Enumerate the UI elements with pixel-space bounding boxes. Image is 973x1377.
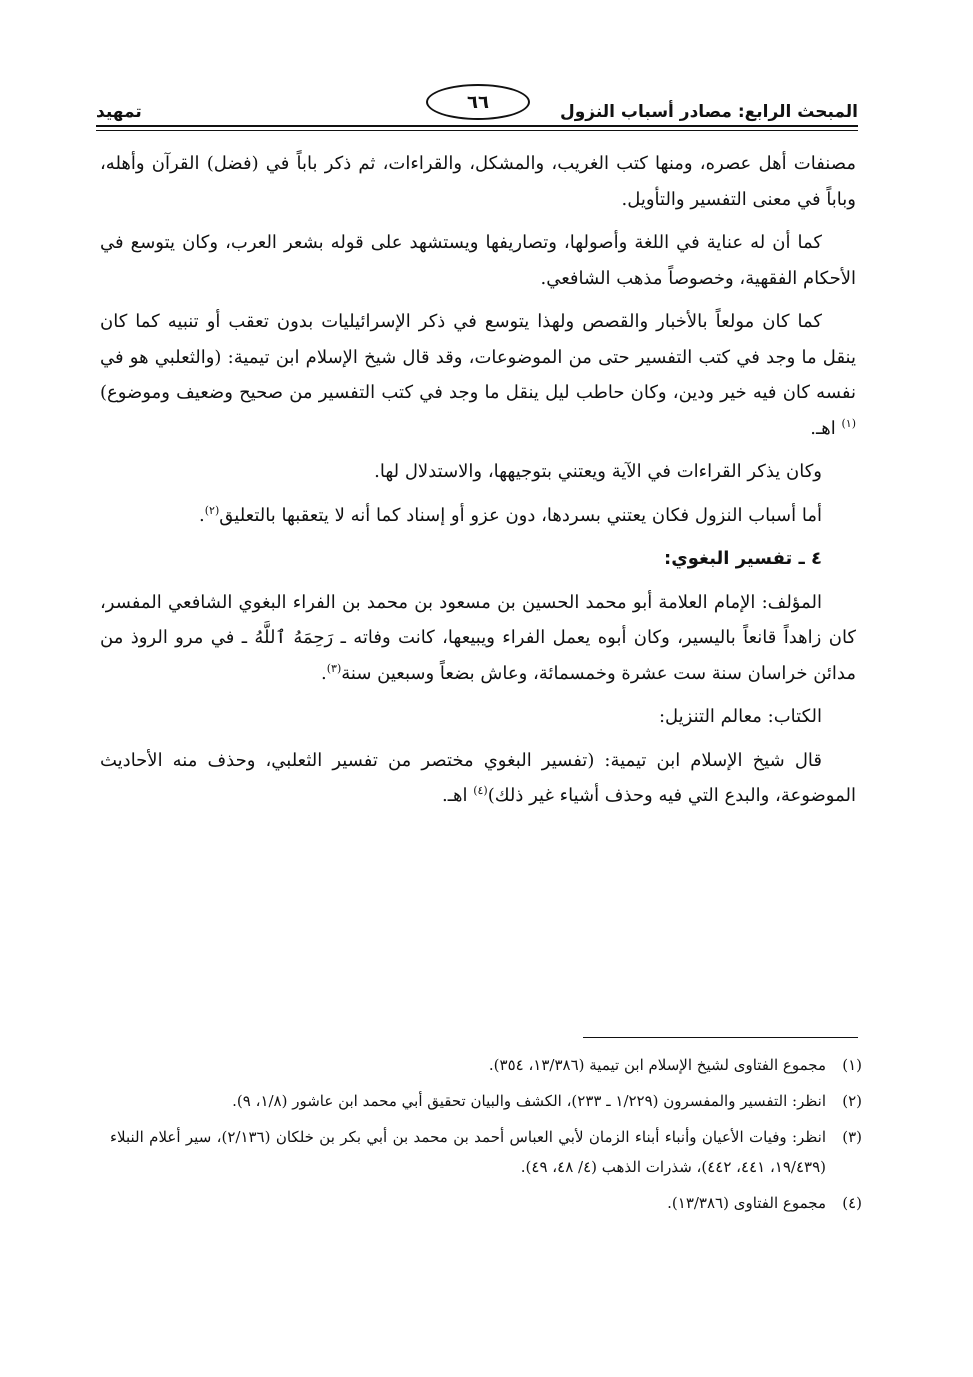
footnote-ref-4: (٤) <box>473 784 488 797</box>
paragraph-8-text: قال شيخ الإسلام ابن تيمية: (تفسير البغوي مختصر من تفسير الثعلبي، وحذف منه الأحاديث الموضوعة، والبدع التي فيه وحذف أشياء غير ذلك) <box>100 749 856 806</box>
paragraph-4: وكان يذكر القراءات في الآية ويعتني بتوجيهها، والاستدلال لها. <box>374 461 822 482</box>
header-rule-thin <box>96 130 858 131</box>
footnote-ref-2: (٢) <box>204 503 220 517</box>
paragraph-8-end: اهـ. <box>441 785 474 806</box>
footnote-number: (٤) <box>842 1194 862 1212</box>
footnote-text: مجموع الفتاوى لشيخ الإسلام ابن تيمية (١٣/٣٨٦، ٣٥٤). <box>488 1056 826 1074</box>
paragraph-1: مصنفات أهل عصره، ومنها كتب الغريب، والمشكل، والقراءات، ثم ذكر باباً في (فضل) القرآن وأهله، وباباً في معنى التفسير والتأويل. <box>100 153 856 210</box>
header-rule-thick <box>96 125 858 127</box>
footnote-text: انظر: وفيات الأعيان وأنباء أبناء الزمان لأبي العباس أحمد بن محمد بن أبي بكر بن خلكان (٢/١٣٦)، سير أعلام النبلاء (١٩/٤٣٩، ٤٤١، ٤٤٢)، شذرات الذهب (٤/ ٤٨، ٤٩). <box>110 1128 826 1176</box>
footnote-number: (١) <box>842 1056 862 1074</box>
paragraph-5-end: . <box>199 504 205 526</box>
paragraph-2: كما أن له عناية في اللغة وأصولها، وتصاريفها ويستشهد على قوله بشعر العرب، وكان يتوسع في الأحكام الفقهية، وخصوصاً مذهب الشافعي. <box>100 232 856 289</box>
section-title: المبحث الرابع: مصادر أسباب النزول <box>559 102 858 122</box>
paragraph-5-text: أما أسباب النزول فكان يعتني بسردها، دون عزو أو إسناد كما أنه لا يتعقبها بالتعليق <box>219 504 822 526</box>
section-heading-baghawi: ٤ ـ تفسير البغوي: <box>664 548 822 569</box>
footnote-text: انظر: التفسير والمفسرون (١/٢٢٩ ـ ٢٣٣)، الكشف والبيان تحقيق أبي محمد ابن عاشور (١/٨، ٩). <box>232 1092 826 1110</box>
footnote-4 <box>110 1188 862 1218</box>
paragraph-3 <box>100 304 856 446</box>
paragraph-3-end: اهـ. <box>810 417 842 439</box>
footnote-number: (٣) <box>842 1128 862 1146</box>
paragraph-3-text: كما كان مولعاً بالأخبار والقصص ولهذا يتوسع في ذكر الإسرائيليات بدون تعقب أو تنبيه كما كان ينقل ما وجد في كتب التفسير حتى من الموضوعات، وقد قال شيخ الإسلام ابن تيمية: (والثعلبي هو في نفسه كان فيه خير ودين، وكان حاطب ليل ينقل ما وجد في كتب التفسير من صحيح وضعيف وموضوع) <box>100 311 856 403</box>
footnotes <box>110 1050 862 1224</box>
paragraph-6-text: المؤلف: الإمام العلامة أبو محمد الحسين بن مسعود بن محمد بن الفراء البغوي الشافعي المفسر، كان زاهداً قانعاً باليسير، وكان أبوه يعمل الفراء ويبيعها، كانت وفاته ـ رَحِمَهُ ٱللَّهُ ـ في مرو الروذ من مدائن خراسان سنة ست عشرة وخمسمائة، وعاش بضعاً وسبعين سنة <box>100 591 856 684</box>
paragraph-6-end: . <box>321 662 327 684</box>
page-header <box>96 84 858 128</box>
footnote-number: (٢) <box>842 1092 862 1110</box>
footnote-3 <box>110 1122 862 1182</box>
footnote-text: مجموع الفتاوى (١٣/٣٨٦). <box>667 1194 826 1212</box>
main-text <box>100 146 856 822</box>
paragraph-5 <box>100 498 856 534</box>
paragraph-8 <box>100 743 856 814</box>
paragraph-6 <box>100 585 856 692</box>
footnote-separator <box>583 1037 858 1038</box>
footnote-ref-1: (١) <box>841 416 856 430</box>
chapter-title: تمهيد <box>96 102 142 122</box>
footnote-1 <box>110 1050 862 1080</box>
paragraph-7: الكتاب: معالم التنزيل: <box>658 706 822 727</box>
page-number: ٦٦ <box>426 84 530 120</box>
footnote-ref-3: (٣) <box>326 661 342 675</box>
footnote-2 <box>110 1086 862 1116</box>
